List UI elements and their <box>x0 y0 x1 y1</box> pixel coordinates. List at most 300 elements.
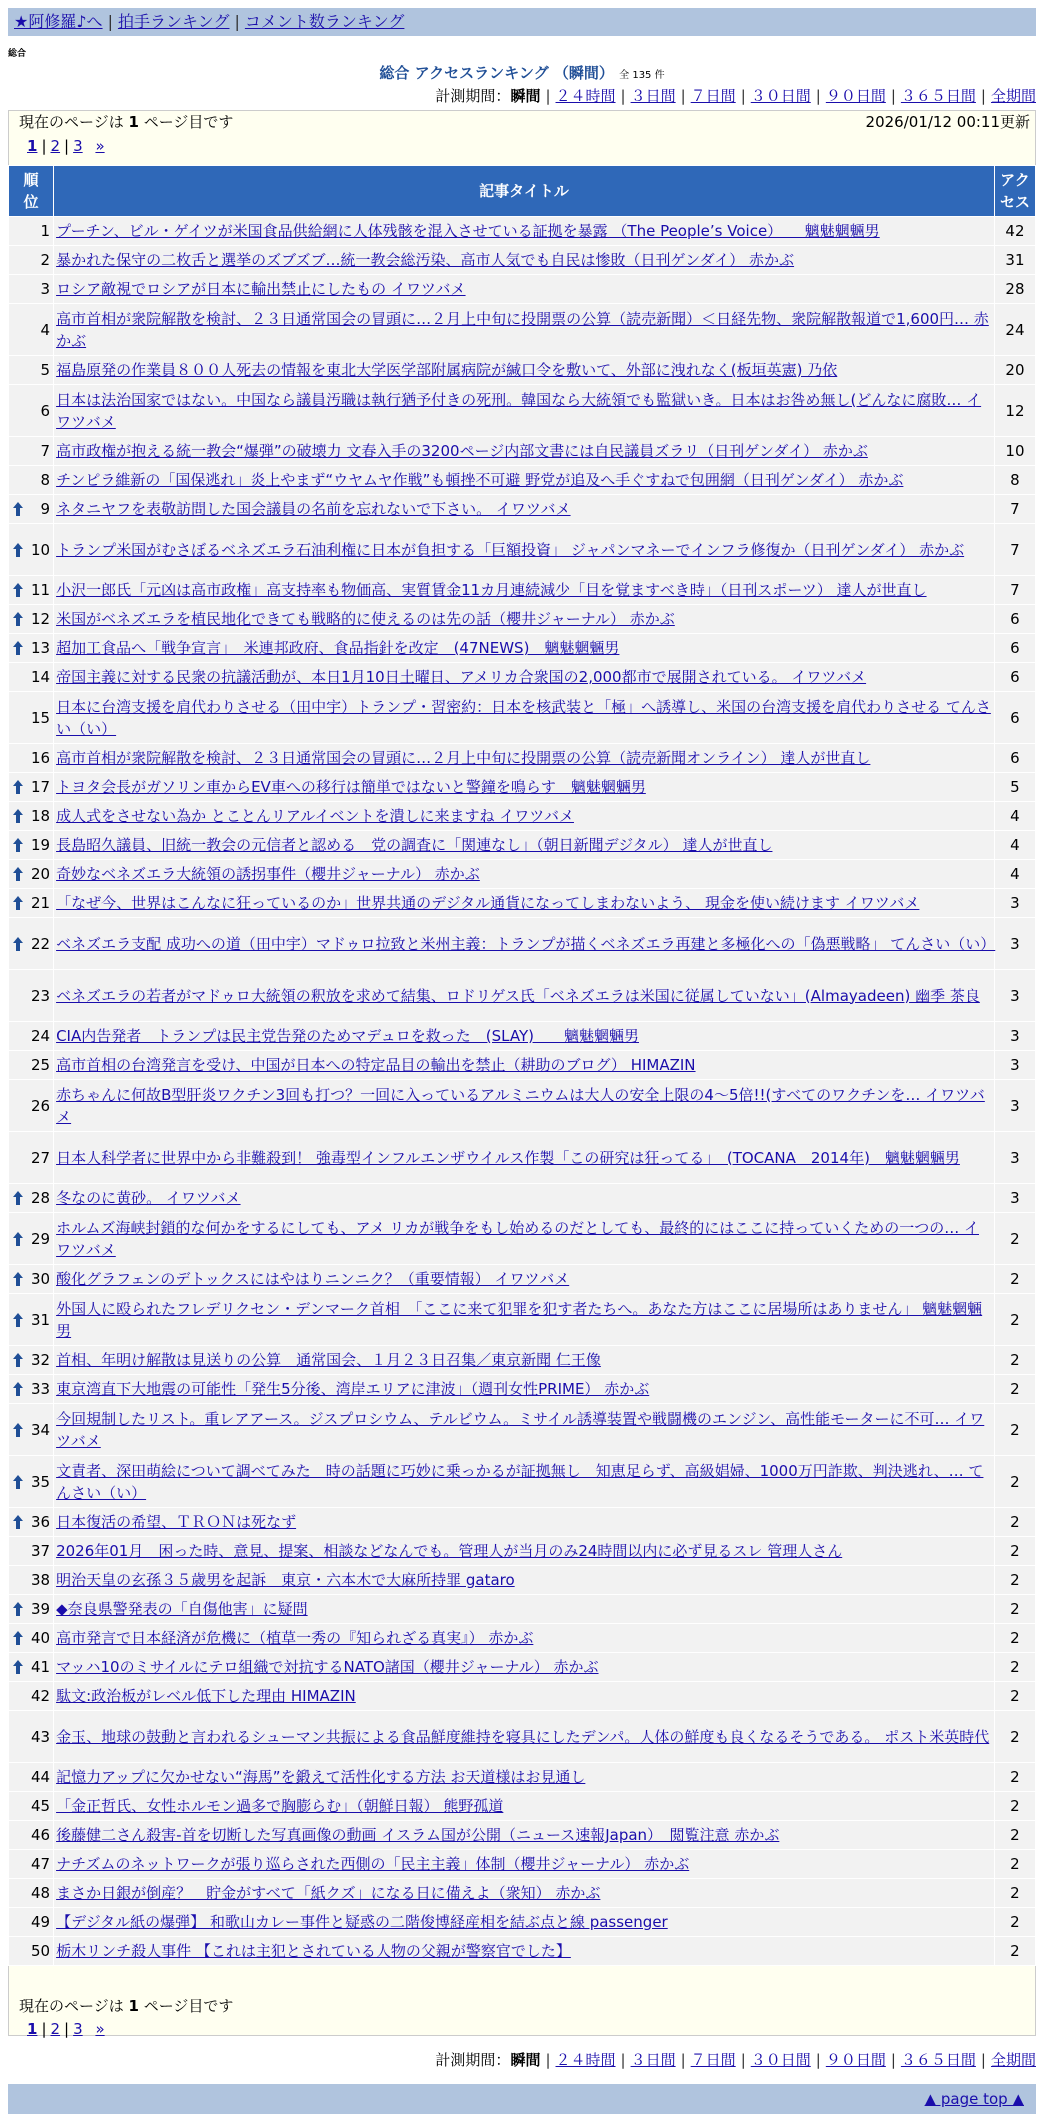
title-cell <box>54 692 994 743</box>
article-title-link[interactable]: 帝国主義に対する民衆の抗議活動が、本日1月10日土曜日、アメリカ合衆国の2,000都市で展開されている。 イワツバメ <box>56 668 867 686</box>
page-top-link[interactable]: ▲ page top ▲ <box>924 2090 1024 2108</box>
article-title-link[interactable]: 酸化グラフェンのデトックスにはやはりニンニク？（重要情報） イワツバメ <box>56 1270 570 1288</box>
access-count: 3 <box>995 970 1035 1021</box>
table-row <box>9 1294 1035 1345</box>
title-cell <box>54 1508 994 1536</box>
title-cell <box>54 1937 994 1965</box>
article-title-link[interactable]: チンピラ維新の「国保逃れ」炎上やまず“ウヤムヤ作戦”も頓挫不可避 野党が追及へ手ぐすねで包囲網（日刊ゲンダイ） 赤かぶ <box>56 471 904 489</box>
article-title-link[interactable]: 高市首相の台湾発言を受け、中国が日本への特定品目の輸出を禁止（耕助のブログ） HIMAZIN <box>56 1056 696 1074</box>
rank-number: 38 <box>30 1571 51 1589</box>
table-row <box>9 605 1035 633</box>
article-title-link[interactable]: 【デジタル紙の爆弾】 和歌山カレー事件と疑惑の二階俊博経産相を結ぶ点と線 passenger <box>56 1913 668 1931</box>
rank-number: 46 <box>30 1826 51 1844</box>
title-cell <box>54 1132 994 1183</box>
rank-cell <box>9 1624 53 1652</box>
rank-cell <box>9 605 53 633</box>
table-row <box>9 1653 1035 1681</box>
article-title-link[interactable]: 高市首相が衆院解散を検討、２３日通常国会の冒頭に…２月上中旬に投開票の公算（読売新聞オンライン） 達人が世直し <box>56 749 871 767</box>
title-cell <box>54 1456 994 1507</box>
access-count: 24 <box>995 304 1035 355</box>
table-row <box>9 889 1035 917</box>
table-row <box>9 466 1035 494</box>
period-separator: | <box>815 2051 821 2069</box>
article-title-link[interactable]: 福島原発の作業員８００人死去の情報を東北大学医学部附属病院が緘口令を敷いて、外部に洩れなく(板垣英憲) 乃依 <box>56 361 838 379</box>
rank-cell <box>9 1653 53 1681</box>
period-separator: | <box>680 2051 686 2069</box>
article-title-link[interactable]: 今回規制したリスト。重レアアース。ジスプロシウム、テルビウム。ミサイル誘導装置や戦闘機のエンジン、高性能モーターに不可… イワツバメ <box>56 1409 985 1450</box>
article-title-link[interactable]: まさか日銀が倒産？ 貯金がすべて「紙クズ」になる日に備えよ（衆知） 赤かぶ <box>56 1884 601 1902</box>
rank-up-arrow-icon <box>13 780 23 794</box>
rank-up-arrow-icon <box>13 838 23 852</box>
rank-cell <box>9 466 53 494</box>
nav-comment-ranking-link[interactable]: コメント数ランキング <box>244 12 405 31</box>
rank-up-arrow-icon <box>13 1191 23 1205</box>
title-cell <box>54 802 994 830</box>
period-selector-top <box>435 86 1036 106</box>
access-count: 7 <box>995 576 1035 604</box>
period-separator: | <box>980 2051 986 2069</box>
article-title-link[interactable]: 記憶力アップに欠かせない“海馬”を鍛えて活性化する方法 お天道様はお見通し <box>56 1768 586 1786</box>
title-cell <box>54 576 994 604</box>
ranking-title-text: 総合 アクセスランキング （瞬間） <box>379 64 614 82</box>
pager-top: 1 | 2 | 3 » <box>27 137 105 155</box>
table-row <box>9 1213 1035 1264</box>
article-title-link[interactable]: 冬なのに黄砂。 イワツバメ <box>56 1189 241 1207</box>
article-title-link[interactable]: 高市発言で日本経済が危機に（植草一秀の『知られざる真実』） 赤かぶ <box>56 1629 534 1647</box>
table-row <box>9 1132 1035 1183</box>
rank-cell <box>9 1080 53 1131</box>
bottom-period-1[interactable]: ２４時間 <box>555 2051 616 2069</box>
rank-up-arrow-icon <box>13 1602 23 1616</box>
title-cell <box>54 246 994 274</box>
rank-cell <box>9 1404 53 1455</box>
rank-number: 30 <box>30 1270 51 1288</box>
access-count: 2 <box>995 1294 1035 1345</box>
period-separator: | <box>890 87 896 105</box>
rank-up-arrow-icon <box>13 502 23 516</box>
title-cell <box>54 304 994 355</box>
rank-number: 40 <box>30 1629 51 1647</box>
period-separator: | <box>620 87 626 105</box>
rank-number: 6 <box>40 401 51 420</box>
bottom-period-3[interactable]: ７日間 <box>690 2051 736 2069</box>
article-title-link[interactable]: 「なぜ今、世界はこんなに狂っているのか」世界共通のデジタル通貨になってしまわないよう、 現金を使い続けます イワツバメ <box>56 894 920 912</box>
period-separator: | <box>545 2051 551 2069</box>
period-separator: | <box>620 2051 626 2069</box>
period-label: 計測期間： <box>435 87 511 105</box>
rank-cell <box>9 889 53 917</box>
access-count: 2 <box>995 1508 1035 1536</box>
table-row <box>9 275 1035 303</box>
rank-cell <box>9 1265 53 1293</box>
article-title-link[interactable]: ◆奈良県警発表の「自傷他害」に疑問 <box>56 1600 308 1618</box>
table-row <box>9 1404 1035 1455</box>
rank-cell <box>9 1022 53 1050</box>
access-count: 7 <box>995 524 1035 575</box>
rank-number: 3 <box>40 280 51 298</box>
article-title-link[interactable]: 赤ちゃんに何故B型肝炎ワクチン3回も打つ？一回に入っているアルミニウムは大人の安全上限の4〜5倍!!(すべてのワクチンを… イワツバメ <box>56 1085 985 1126</box>
article-title-link[interactable]: ベネズエラの若者がマドゥロ大統領の釈放を求めて結集、ロドリゲス氏「ベネズエラは米国に従属していない」(Almayadeen) 幽季 茶良 <box>56 986 980 1005</box>
period-selector-bottom <box>435 2050 1036 2070</box>
rank-number: 39 <box>30 1600 51 1618</box>
rank-number: 47 <box>30 1855 51 1873</box>
period-separator: | <box>545 87 551 105</box>
top-period-2[interactable]: ３日間 <box>630 87 676 105</box>
nav-clap-ranking-link[interactable]: 拍手ランキング <box>117 12 230 31</box>
rank-number: 8 <box>40 471 51 489</box>
access-count: 2 <box>995 1346 1035 1374</box>
access-count: 2 <box>995 1375 1035 1403</box>
title-cell <box>54 1537 994 1565</box>
rank-number: 5 <box>40 361 51 379</box>
access-count: 2 <box>995 1265 1035 1293</box>
article-title-link[interactable]: 成人式をさせない為か とことんリアルイベントを潰しに来ますね イワツバメ <box>56 807 574 825</box>
table-row <box>9 1051 1035 1079</box>
rank-number: 24 <box>30 1027 51 1045</box>
pager-next[interactable]: » <box>95 2020 105 2038</box>
bottom-period-6[interactable]: ３６５日間 <box>900 2051 976 2069</box>
article-title-link[interactable]: 金玉、地球の鼓動と言われるシューマン共振による食品鮮度維持を寝具にしたデンパ。人体の鮮度も良くなるそうである。 ポスト米英時代 <box>56 1727 990 1746</box>
top-period-7[interactable]: 全期間 <box>990 87 1036 105</box>
rank-up-arrow-icon <box>13 1232 23 1246</box>
access-count: 3 <box>995 1184 1035 1212</box>
rank-number: 15 <box>30 708 51 727</box>
article-title-link[interactable]: CIA内告発者 トランプは民主党告発のためマデュロを救った (SLAY) 魑魅魍魎男 <box>56 1027 639 1045</box>
title-cell <box>54 1404 994 1455</box>
rank-up-arrow-icon <box>13 1313 23 1327</box>
table-row <box>9 1184 1035 1212</box>
pager-next[interactable]: » <box>95 137 105 155</box>
rank-number: 10 <box>30 540 51 559</box>
rank-number: 11 <box>30 581 51 599</box>
article-title-link[interactable]: 超加工食品へ「戦争宣言」 米連邦政府、食品指針を改定 (47NEWS) 魑魅魍魎男 <box>56 639 620 657</box>
header-count <box>995 166 1035 216</box>
table-row <box>9 1265 1035 1293</box>
rank-cell <box>9 1508 53 1536</box>
rank-cell <box>9 1346 53 1374</box>
rank-number: 21 <box>30 894 51 912</box>
period-separator: | <box>815 87 821 105</box>
article-title-link[interactable]: ネタニヤフを表敬訪問した国会議員の名前を忘れないで下さい。 イワツバメ <box>56 500 571 518</box>
rank-up-arrow-icon <box>13 896 23 910</box>
access-count: 2 <box>995 1404 1035 1455</box>
updated-timestamp: 2026/01/12 00:11更新 <box>865 113 1030 131</box>
title-cell <box>54 385 994 436</box>
page-info-bottom <box>19 1996 233 2016</box>
access-count: 2 <box>995 1653 1035 1681</box>
rank-cell <box>9 1537 53 1565</box>
title-cell <box>54 1653 994 1681</box>
header-rank-label: 順位 <box>23 171 39 211</box>
rank-cell <box>9 831 53 859</box>
top-period-5[interactable]: ９０日間 <box>825 87 886 105</box>
page-info-number: 1 <box>128 113 139 131</box>
rank-cell <box>9 1821 53 1849</box>
period-separator: | <box>740 2051 746 2069</box>
rank-number: 44 <box>30 1768 51 1786</box>
title-cell <box>54 831 994 859</box>
table-row <box>9 304 1035 355</box>
bottom-period-4[interactable]: ３０日間 <box>750 2051 811 2069</box>
rank-number: 35 <box>30 1472 51 1491</box>
access-count: 6 <box>995 663 1035 691</box>
pager-page-1[interactable]: 1 <box>27 2020 38 2038</box>
rank-cell <box>9 437 53 465</box>
title-cell <box>54 1908 994 1936</box>
top-period-3[interactable]: ７日間 <box>690 87 736 105</box>
table-row <box>9 385 1035 436</box>
rank-cell <box>9 1184 53 1212</box>
table-row <box>9 663 1035 691</box>
table-row <box>9 1879 1035 1907</box>
rank-cell <box>9 495 53 523</box>
table-row <box>9 1537 1035 1565</box>
pager-page-2[interactable]: 2 <box>50 137 61 155</box>
rank-number: 7 <box>40 442 51 460</box>
table-row <box>9 1508 1035 1536</box>
access-count: 2 <box>995 1456 1035 1507</box>
title-cell <box>54 524 994 575</box>
top-nav-bar <box>8 8 1036 36</box>
rank-up-arrow-icon <box>13 1382 23 1396</box>
rank-number: 4 <box>40 320 51 339</box>
rank-up-arrow-icon <box>13 612 23 626</box>
pager-page-2[interactable]: 2 <box>50 2020 61 2038</box>
access-count: 7 <box>995 495 1035 523</box>
rank-number: 16 <box>30 749 51 767</box>
rank-number: 42 <box>30 1687 51 1705</box>
title-cell <box>54 1566 994 1594</box>
access-count: 3 <box>995 1051 1035 1079</box>
title-cell <box>54 1294 994 1345</box>
article-title-link[interactable]: 高市首相が衆院解散を検討、２３日通常国会の冒頭に…２月上中旬に投開票の公算（読売新聞）＜日経先物、衆院解散報道で1,600円… 赤かぶ <box>56 309 989 350</box>
period-separator: | <box>890 2051 896 2069</box>
article-title-link[interactable]: プーチン、ビル・ゲイツが米国食品供給網に人体残骸を混入させている証拠を暴露 （The People’s Voice） 魑魅魍魎男 <box>56 222 880 240</box>
article-title-link[interactable]: 駄文:政治板がレベル低下した理由 HIMAZIN <box>56 1687 356 1705</box>
article-title-link[interactable]: 奇妙なベネズエラ大統領の誘拐事件（櫻井ジャーナル） 赤かぶ <box>56 865 480 883</box>
period-label: 計測期間： <box>435 2051 511 2069</box>
article-title-link[interactable]: マッハ10のミサイルにテロ組織で対抗するNATO諸国（櫻井ジャーナル） 赤かぶ <box>56 1658 599 1676</box>
table-row <box>9 773 1035 801</box>
access-count: 3 <box>995 1080 1035 1131</box>
rank-number: 37 <box>30 1542 51 1560</box>
table-row <box>9 356 1035 384</box>
nav-home-link[interactable]: ★阿修羅♪へ <box>14 12 103 31</box>
rank-number: 23 <box>30 986 51 1005</box>
title-cell <box>54 495 994 523</box>
article-title-link[interactable]: 「金正哲氏、女性ホルモン過多で胸膨らむ」（朝鮮日報） 熊野孤道 <box>56 1797 504 1815</box>
access-count: 12 <box>995 385 1035 436</box>
article-title-link[interactable]: 2026年01月 困った時、意見、提案、相談などなんでも。管理人が当月のみ24時間以内に必ず見るスレ 管理人さん <box>56 1542 843 1560</box>
rank-cell <box>9 1937 53 1965</box>
pager-page-1[interactable]: 1 <box>27 137 38 155</box>
title-cell <box>54 889 994 917</box>
access-count: 2 <box>995 1908 1035 1936</box>
title-cell <box>54 1711 994 1762</box>
table-row <box>9 860 1035 888</box>
table-row <box>9 918 1035 969</box>
rank-up-arrow-icon <box>13 583 23 597</box>
article-title-link[interactable]: 明治天皇の玄孫３５歳男を起訴 東京・六本木で大麻所持罪 gataro <box>56 1571 515 1589</box>
article-title-link[interactable]: ベネズエラ支配 成功への道（田中宇）マドゥロ拉致と米州主義：トランプが描くベネズエラ再建と多極化への「偽悪戦略」 てんさい（い） <box>56 934 996 953</box>
article-title-link[interactable]: 高市政権が抱える統一教会“爆弾”の破壊力 文春入手の3200ページ内部文書には自民議員ズラリ（日刊ゲンダイ） 赤かぶ <box>56 442 868 460</box>
rank-number: 36 <box>30 1513 51 1531</box>
table-row <box>9 1022 1035 1050</box>
article-title-link[interactable]: 首相、年明け解散は見送りの公算 通常国会、１月２３日召集／東京新聞 仁王像 <box>56 1351 601 1369</box>
access-count: 3 <box>995 889 1035 917</box>
rank-cell <box>9 744 53 772</box>
access-count: 2 <box>995 1624 1035 1652</box>
pager-page-3[interactable]: 3 <box>73 137 83 155</box>
article-title-link[interactable]: 栃木リンチ殺人事件 【これは主犯とされている人物の父親が警察官でした】 <box>56 1942 571 1960</box>
table-row <box>9 576 1035 604</box>
article-title-link[interactable]: 文責者、深田萌絵について調べてみた 時の話題に巧妙に乗っかるが証拠無し 知恵足らず、高級娼婦、1000万円詐欺、判決逃れ、… てんさい（い） <box>56 1461 984 1502</box>
pager-page-3[interactable]: 3 <box>73 2020 83 2038</box>
rank-number: 43 <box>30 1727 51 1746</box>
title-cell <box>54 744 994 772</box>
article-title-link[interactable]: 日本は法治国家ではない。中国なら議員汚職は執行猶予付きの死刑。韓国なら大統領でも監獄いき。日本はお咎め無し(どんなに腐敗… イワツバメ <box>56 390 982 431</box>
article-title-link[interactable]: 日本復活の希望、ＴＲＯＮは死なず <box>56 1513 297 1531</box>
table-row <box>9 802 1035 830</box>
access-count: 2 <box>995 1792 1035 1820</box>
table-row <box>9 217 1035 245</box>
table-row <box>9 744 1035 772</box>
rank-cell <box>9 1595 53 1623</box>
rank-number: 28 <box>30 1189 51 1207</box>
rank-up-arrow-icon <box>13 1515 23 1529</box>
article-title-link[interactable]: 外国人に殴られたフレデリクセン・デンマーク首相 「ここに来て犯罪を犯す者たちへ。あなた方はここに居場所はありません」 魑魅魍魎男 <box>56 1299 983 1340</box>
table-row <box>9 1080 1035 1131</box>
rank-cell <box>9 1294 53 1345</box>
rank-cell <box>9 1682 53 1710</box>
article-title-link[interactable]: トヨタ会長がガソリン車からEV車への移行は簡単ではないと警鐘を鳴らす 魑魅魍魎男 <box>56 778 646 796</box>
rank-cell <box>9 918 53 969</box>
table-row <box>9 1711 1035 1762</box>
access-count: 6 <box>995 692 1035 743</box>
article-title-link[interactable]: 小沢一郎氏「元凶は高市政権」高支持率も物価高、実質賃金11カ月連続減少「目を覚ますべき時」（日刊スポーツ） 達人が世直し <box>56 581 927 599</box>
rank-number: 26 <box>30 1096 51 1115</box>
rank-number: 45 <box>30 1797 51 1815</box>
article-title-link[interactable]: 暴かれた保守の二枚舌と選挙のズブズブ…統一教会総汚染、高市人気でも自民は惨敗（日刊ゲンダイ） 赤かぶ <box>56 251 795 269</box>
rank-cell <box>9 1566 53 1594</box>
rank-cell <box>9 1051 53 1079</box>
article-title-link[interactable]: 日本に台湾支援を肩代わりさせる（田中宇）トランプ・習密約：日本を核武装と「極」へ誘導し、米国の台湾支援を肩代わりさせる てんさい（い） <box>56 697 991 738</box>
article-title-link[interactable]: 日本人科学者に世界中から非難殺到！ 強毒型インフルエンザウイルス作製「この研究は狂ってる」 (TOCANA 2014年) 魑魅魍魎男 <box>56 1148 960 1167</box>
title-cell <box>54 970 994 1021</box>
access-count: 8 <box>995 466 1035 494</box>
bottom-period-2[interactable]: ３日間 <box>630 2051 676 2069</box>
article-title-link[interactable]: トランプ米国がむさぼるベネズエラ石油利権に日本が負担する「巨額投資」 ジャパンマネーでインフラ修復か（日刊ゲンダイ） 赤かぶ <box>56 540 965 559</box>
rank-number: 49 <box>30 1913 51 1931</box>
top-period-6[interactable]: ３６５日間 <box>900 87 976 105</box>
header-count-label: アクセス <box>999 171 1030 211</box>
rank-up-arrow-icon <box>13 543 23 557</box>
rank-cell <box>9 692 53 743</box>
rank-up-arrow-icon <box>13 1631 23 1645</box>
title-cell <box>54 634 994 662</box>
title-cell <box>54 1022 994 1050</box>
table-row <box>9 524 1035 575</box>
rank-cell <box>9 1711 53 1762</box>
title-cell <box>54 860 994 888</box>
access-count: 2 <box>995 1711 1035 1762</box>
article-title-link[interactable]: 米国がベネズエラを植民地化できても戦略的に使えるのは先の話（櫻井ジャーナル） 赤かぶ <box>56 610 675 628</box>
title-cell <box>54 275 994 303</box>
ranking-table <box>8 165 1036 1966</box>
page-info-prefix: 現在のページは <box>19 113 129 131</box>
title-cell <box>54 356 994 384</box>
table-row <box>9 1595 1035 1623</box>
rank-cell <box>9 860 53 888</box>
access-count: 2 <box>995 1537 1035 1565</box>
table-header-row <box>9 166 1035 216</box>
rank-cell <box>9 1850 53 1878</box>
table-row <box>9 1566 1035 1594</box>
page-info-top <box>19 112 233 132</box>
table-row <box>9 1850 1035 1878</box>
table-row <box>9 1908 1035 1936</box>
title-cell <box>54 1080 994 1131</box>
ranking-title <box>0 62 1044 83</box>
rank-up-arrow-icon <box>13 641 23 655</box>
access-count: 2 <box>995 1879 1035 1907</box>
page-info-suffix: ページ目です <box>138 1997 234 2015</box>
table-row <box>9 1763 1035 1791</box>
rank-number: 19 <box>30 836 51 854</box>
title-cell <box>54 1184 994 1212</box>
top-period-1[interactable]: ２４時間 <box>555 87 616 105</box>
table-row <box>9 634 1035 662</box>
title-cell <box>54 466 994 494</box>
table-row <box>9 1937 1035 1965</box>
bottom-period-5[interactable]: ９０日間 <box>825 2051 886 2069</box>
article-title-link[interactable]: ロシア敵視でロシアが日本に輸出禁止にしたもの イワツバメ <box>56 280 466 298</box>
rank-number: 9 <box>40 500 51 518</box>
article-title-link[interactable]: 長島昭久議員、旧統一教会の元信者と認める 党の調査に「関連なし」（朝日新聞デジタル） 達人が世直し <box>56 836 773 854</box>
article-title-link[interactable]: 東京湾直下大地震の可能性「発生5分後、湾岸エリアに津波」（週刊女性PRIME） 赤かぶ <box>56 1380 650 1398</box>
rank-number: 34 <box>30 1420 51 1439</box>
table-row <box>9 970 1035 1021</box>
rank-number: 50 <box>30 1942 51 1960</box>
access-count: 2 <box>995 1821 1035 1849</box>
access-count: 2 <box>995 1595 1035 1623</box>
access-count: 3 <box>995 918 1035 969</box>
access-count: 28 <box>995 275 1035 303</box>
table-row <box>9 246 1035 274</box>
access-count: 5 <box>995 773 1035 801</box>
rank-cell <box>9 1763 53 1791</box>
top-period-4[interactable]: ３０日間 <box>750 87 811 105</box>
rank-cell <box>9 246 53 274</box>
rank-up-arrow-icon <box>13 1475 23 1489</box>
article-title-link[interactable]: ナチズムのネットワークが張り巡らされた西側の「民主主義」体制（櫻井ジャーナル） 赤かぶ <box>56 1855 690 1873</box>
rank-cell <box>9 1132 53 1183</box>
table-row <box>9 831 1035 859</box>
table-row <box>9 437 1035 465</box>
article-title-link[interactable]: 後藤健二さん殺害-首を切断した写真画像の動画 イスラム国が公開（ニュース速報Japan） 閲覧注意 赤かぶ <box>56 1826 780 1844</box>
title-cell <box>54 663 994 691</box>
table-row <box>9 1821 1035 1849</box>
rank-cell <box>9 524 53 575</box>
table-row <box>9 692 1035 743</box>
total-count: 全 135 件 <box>619 70 665 81</box>
article-title-link[interactable]: ホルムズ海峡封鎖的な何かをするにしても、アメ リカが戦争をもし始めるのだとしても、最終的にはここに持っていくための一つの… イワツバメ <box>56 1218 979 1259</box>
access-count: 31 <box>995 246 1035 274</box>
bottom-period-7[interactable]: 全期間 <box>990 2051 1036 2069</box>
rank-cell <box>9 663 53 691</box>
access-count: 20 <box>995 356 1035 384</box>
rank-up-arrow-icon <box>13 1272 23 1286</box>
